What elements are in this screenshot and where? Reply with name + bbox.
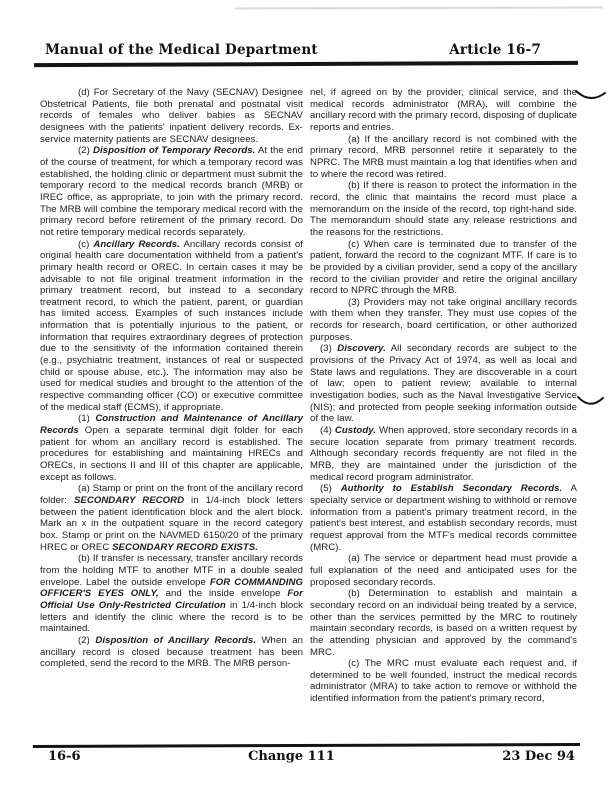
text-run: (2) [78,634,96,646]
manual-title: Manual of the Medical Department [45,42,318,58]
page-number: 16-6 [48,749,81,764]
paragraph [40,483,303,553]
text-run: Authority to Establish Secondary Records. [340,483,563,495]
text-run: in 1/4-inch block letters and identify the clinic where the record is to be maintained. [40,599,303,635]
scan-streak-artifact [235,7,603,10]
paragraph [40,635,303,670]
text-run: For Official Use Only-Restricted Circulation [40,588,303,611]
text-run: (5) [320,483,341,495]
text-run: (b) If there is reason to protect the information in the record, the clinic that maintains the record must place a memorandum on the inside of the record, top right-hand side. The memorandum should state any release restrictions and the reasons for the restrictions. [310,180,577,238]
text-run: (1) [78,413,96,425]
header-rule [34,61,578,67]
footer-rule [33,743,580,748]
paragraph [310,297,577,344]
text-run: (c) When care is terminated due to transfer of the patient, forward the record to the cognizant MTF. If care is to be provided by a civilian provider, send a copy of the ancillary record to the civilian provider and retire the original ancillary record to NPRC through the MRB. [310,238,577,297]
paragraph [310,87,577,134]
text-run: and the inside envelope [158,588,288,600]
paragraph [310,553,577,588]
pen-mark-curve-icon [575,88,606,103]
text-run: A specialty service or department wishing to withhold or remove information from a patient's primary treatment record, in the patient's best interest, and establish secondary records, must request approval from the MTF's medical records committee (MRC). [310,483,577,553]
text-run: (d) For Secretary of the Navy (SECNAV) Designee Obstetrical Patients, file both prenatal and postnatal visit records of females who deliver babies as SECNAV designees with the patients' inpatient delivery records. Ex-service maternity patients are SECNAV designees. [40,87,303,145]
text-run: SECONDARY RECORD [73,494,185,506]
text-run: (c) The MRC must evaluate each request and, if determined to be well founded, instruct the medical records administrator (MRA) to take action to remove or withhold the identified information from the patient's primary record, [310,658,577,705]
text-run: At the end of the course of treatment, for which a temporary record was established, the holding clinic or department must submit the temporary record to the medical records branch (MRB) or IREC office, as appropriate, to join with the primary record. The MRB will combine the temporary medical record with the primary record before retirement of the primary record. Do not retire temporary medical records separately. [40,145,303,238]
footer-date: 23 Dec 94 [502,749,575,764]
paragraph [310,658,577,705]
column-right [310,87,577,705]
text-run: Construction and Maintenance of Ancillary Records [40,413,303,437]
page-body [40,87,577,705]
paragraph [310,425,577,483]
text-run: (2) [78,145,93,157]
text-run: (3) Providers may not take original ancillary records with them when they transfer. They must use copies of the records for research, board certification, or other authorized purposes. [310,296,577,343]
page-footer [48,749,575,764]
text-run: (b) Determination to establish and maintain a secondary record on an individual being treated by a service, other than the services permitted by the MRC to routinely maintain secondary records, is based on a written request by the attending physician and approved by the command's MRC. [310,588,577,658]
paragraph [310,180,577,238]
paragraph [310,483,577,553]
text-run: Custody. [334,425,376,437]
text-run: Open a separate terminal digit folder for each patient for whom an ancillary record is established. The procedures for establishing and maintaining HRECs and ORECs, in sections II and III of this chapter are applicable, except as follows. [40,425,303,483]
text-run: (3) [320,343,338,355]
change-number: Change 111 [248,749,335,764]
paragraph [40,413,303,483]
paragraph [40,239,303,414]
paragraph [310,343,577,425]
paragraph [40,87,303,145]
paragraph [40,553,303,635]
text-run: FOR COMMANDING OFFICER'S EYES ONLY, [40,576,303,600]
text-run: (a) Stamp or print on the front of the ancillary record folder: [40,483,303,506]
text-run: nel, if agreed on by the provider, clinical service, and the medical records administrator (MRA), will combine the ancillary record with the primary record, disposing of duplicate reports and entries. [310,87,577,133]
page-header [45,42,541,58]
text-run: When an ancillary record is closed because treatment has been completed, send the record to the MRB. The MRB person- [40,634,303,670]
text-run: Ancillary records consist of original health care documentation withheld from a patient's primary health record or OREC. In certain cases it may be advisable to not file original treatment information in the primary treatment record, but instead to a secondary treatment record, to which the patient, parent, or guardian has limited access. Examples of such instances include information that is potentially injurious to the patient, or information that requires extraordinary degrees of protection due to the sensitivity of the information contained therein (e.g., psychiatric treatment, instances of real or suspected child or spouse abuse, etc.). The information may also be used for medical studies and brought to the attention of the respective commanding officer (CO) or executive committee of the medical staff (ECMS), if appropriate. [40,238,303,413]
column-left [40,87,303,705]
article-number: Article 16-7 [449,42,541,58]
text-run: All secondary records are subject to the provisions of the Privacy Act of 1974, as well as local and State laws and regulations. They are discoverable in a court of law; open to patient review; available to internal investigation bodies, such as the Naval Investigative Service (NIS); and protected from people seeking information outside of the law. [310,343,577,425]
pen-mark-curve-icon [577,394,604,409]
text-run: Discovery. [337,343,386,355]
text-run: (a) The service or department head must provide a full explanation of the need and anticipated uses for the proposed secondary records. [310,553,577,588]
paragraph [310,134,577,181]
text-run: When approved, store secondary records in a secure location separate from primary treatment records. Although secondary records frequently are not filed in the MRB, they are maintained under the jurisdiction of the medical record program administrator. [310,425,577,483]
text-run: (4) [320,425,335,437]
text-run: Ancillary Records. [93,238,180,250]
text-run: in 1/4-inch block letters between the patient identification block and the alert block. Mark an x in the outpatient square in the record category box. Stamp or print on the NAVMED 6150/20 of the primary HREC or OREC [40,494,304,553]
paragraph [40,145,303,238]
text-run: Disposition of Ancillary Records. [95,634,256,646]
text-run: (a) If the ancillary record is not combined with the primary record, MRB personnel retire it separately to the NPRC. The MRB must maintain a log that identifies when and to where the record was retired. [310,133,577,180]
text-run: SECONDARY RECORD EXISTS. [112,541,258,553]
paragraph [310,588,577,658]
paragraph [310,239,577,297]
text-run: (c) [78,238,94,250]
text-run: Disposition of Temporary Records. [92,145,256,157]
text-run: (b) If transfer is necessary, transfer ancillary records from the holding MTF to another MTF in a double sealed envelope. Label the outside envelope [40,553,303,588]
